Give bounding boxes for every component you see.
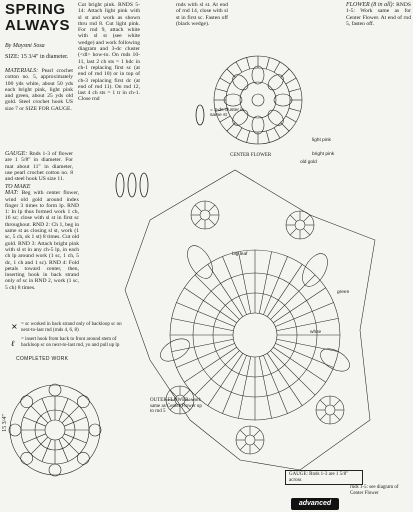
legend-row-x	[5, 322, 125, 333]
instructions-column-2: Cut bright pink. RNDS 5-14: Attach light pink with sl st and work as shown thru rnd 8. Cut light pink. For rnd 9, attach white with sl st (see white wedge) and work following diagram and 3-dc cluster (<dl> how-to. On rnds 10-11, last 2 ch sts = 1 hdc in ch-1 replacing first sc (at end of rnd 10) or in top of ch-3 replacing first dc (at end of rnd 11). On rnd 12, last 4 ch sts = 1 tr in ch-1. Close rnd	[78, 2, 140, 103]
size-note: SIZE: 15 3/4" in diameter.	[5, 54, 69, 60]
legend-l-text: = insert hook from back to front around stem of backloop sc on next-to-last rnd, yo and pull up lp	[21, 337, 120, 348]
white-label: white	[310, 330, 322, 335]
rnds-note: rnds 1-5: see diagram of Center Flower	[350, 485, 399, 496]
big-leaf-label: big leaf	[232, 252, 248, 257]
light-pink-label: light pink	[312, 138, 331, 143]
completed-work-thumbnail	[9, 384, 101, 476]
bright-pink-label: bright pink	[312, 152, 335, 157]
flower-sub: (8 in all):	[371, 2, 395, 8]
cluster-symbol	[116, 105, 204, 197]
center-flower-label: CENTER FLOWER	[230, 153, 272, 158]
old-gold-label: old gold	[300, 160, 317, 165]
legend-x-text: = sc worked in back strand only of backloop sc on next-to-last rnd (rnds 4, 6, 8)	[21, 322, 122, 333]
flower-label: FLOWER	[346, 2, 370, 8]
to-make-text: Beg with center flower, wind old gold around index finger 3 times to form lp. RND 1: In lp thus formed work 1 ch, 16 sc; close with sl st in first sc throughout. RND 2: Ch 1, beg in same st as closing sl st, work (1 sc, 5 ch, sk 1 st) 8 times. Cut old gold. RND 3: Attach bright pink with sl st in any ch-5 lp, in each ch lp around work (1 sc, 1 ch, 5 dc, 1 ch and 1 sc). RND 4: Fold petals toward center, then, inserting hook in back strand only of sc in RND 2, work (1 sc, 5 ch) 8 times.	[5, 190, 79, 291]
mat-label: MAT:	[5, 190, 19, 197]
legend-x-symbol: ×	[11, 322, 18, 331]
materials-label: MATERIALS:	[5, 68, 39, 74]
legend	[5, 322, 125, 352]
title-line-1: SPRING	[5, 1, 66, 18]
flower-text: RNDS 1-5: Work same as for Center Flower. At end of rnd 5, fasten off.	[346, 2, 411, 27]
brand-logo: advanced	[291, 498, 339, 510]
materials-text: Pearl crochet cotton no. 5, approximately 100 yds white, about 50 yds each bright pink, light pink and green, about 25 yds old gold. Steel crochet hook US size 7 or SIZE FOR GAUGE.	[5, 68, 73, 112]
gauge-box: GAUGE: Rnds 1-3 are 1 5/8" across	[285, 470, 363, 485]
center-flower-chart	[214, 56, 302, 144]
legend-row-l	[5, 337, 125, 348]
size-vertical-label: 15 3/4"	[1, 414, 8, 432]
gauge-text: Rnds 1-3 of flower are 1 5/8" in diameter. For mat about 11" in diameter, use pearl crochet cotton no. 8 and steel hook US size 11.	[5, 151, 73, 183]
green-label: green	[337, 290, 350, 295]
legend-l-symbol: ℓ	[11, 339, 15, 348]
completed-work-label: COMPLETED WORK	[16, 356, 69, 362]
gauge-label: GAUGE:	[5, 151, 28, 157]
outer-flower-note: OUTER FLOWER: work same as Center Flower up to rnd 5	[150, 398, 202, 415]
title-line-2: ALWAYS	[5, 17, 70, 34]
doily-chart	[125, 170, 375, 470]
instructions-column-3: rnds with sl st. At end of rnd 14, close with sl st in first sc. Fasten off (black wedge).	[176, 2, 228, 27]
author-byline: By Maysmi Sosa	[5, 43, 45, 49]
cluster-label: = 3-dc cluster in same st	[210, 108, 244, 118]
to-make-label: TO MAKE	[5, 184, 31, 190]
